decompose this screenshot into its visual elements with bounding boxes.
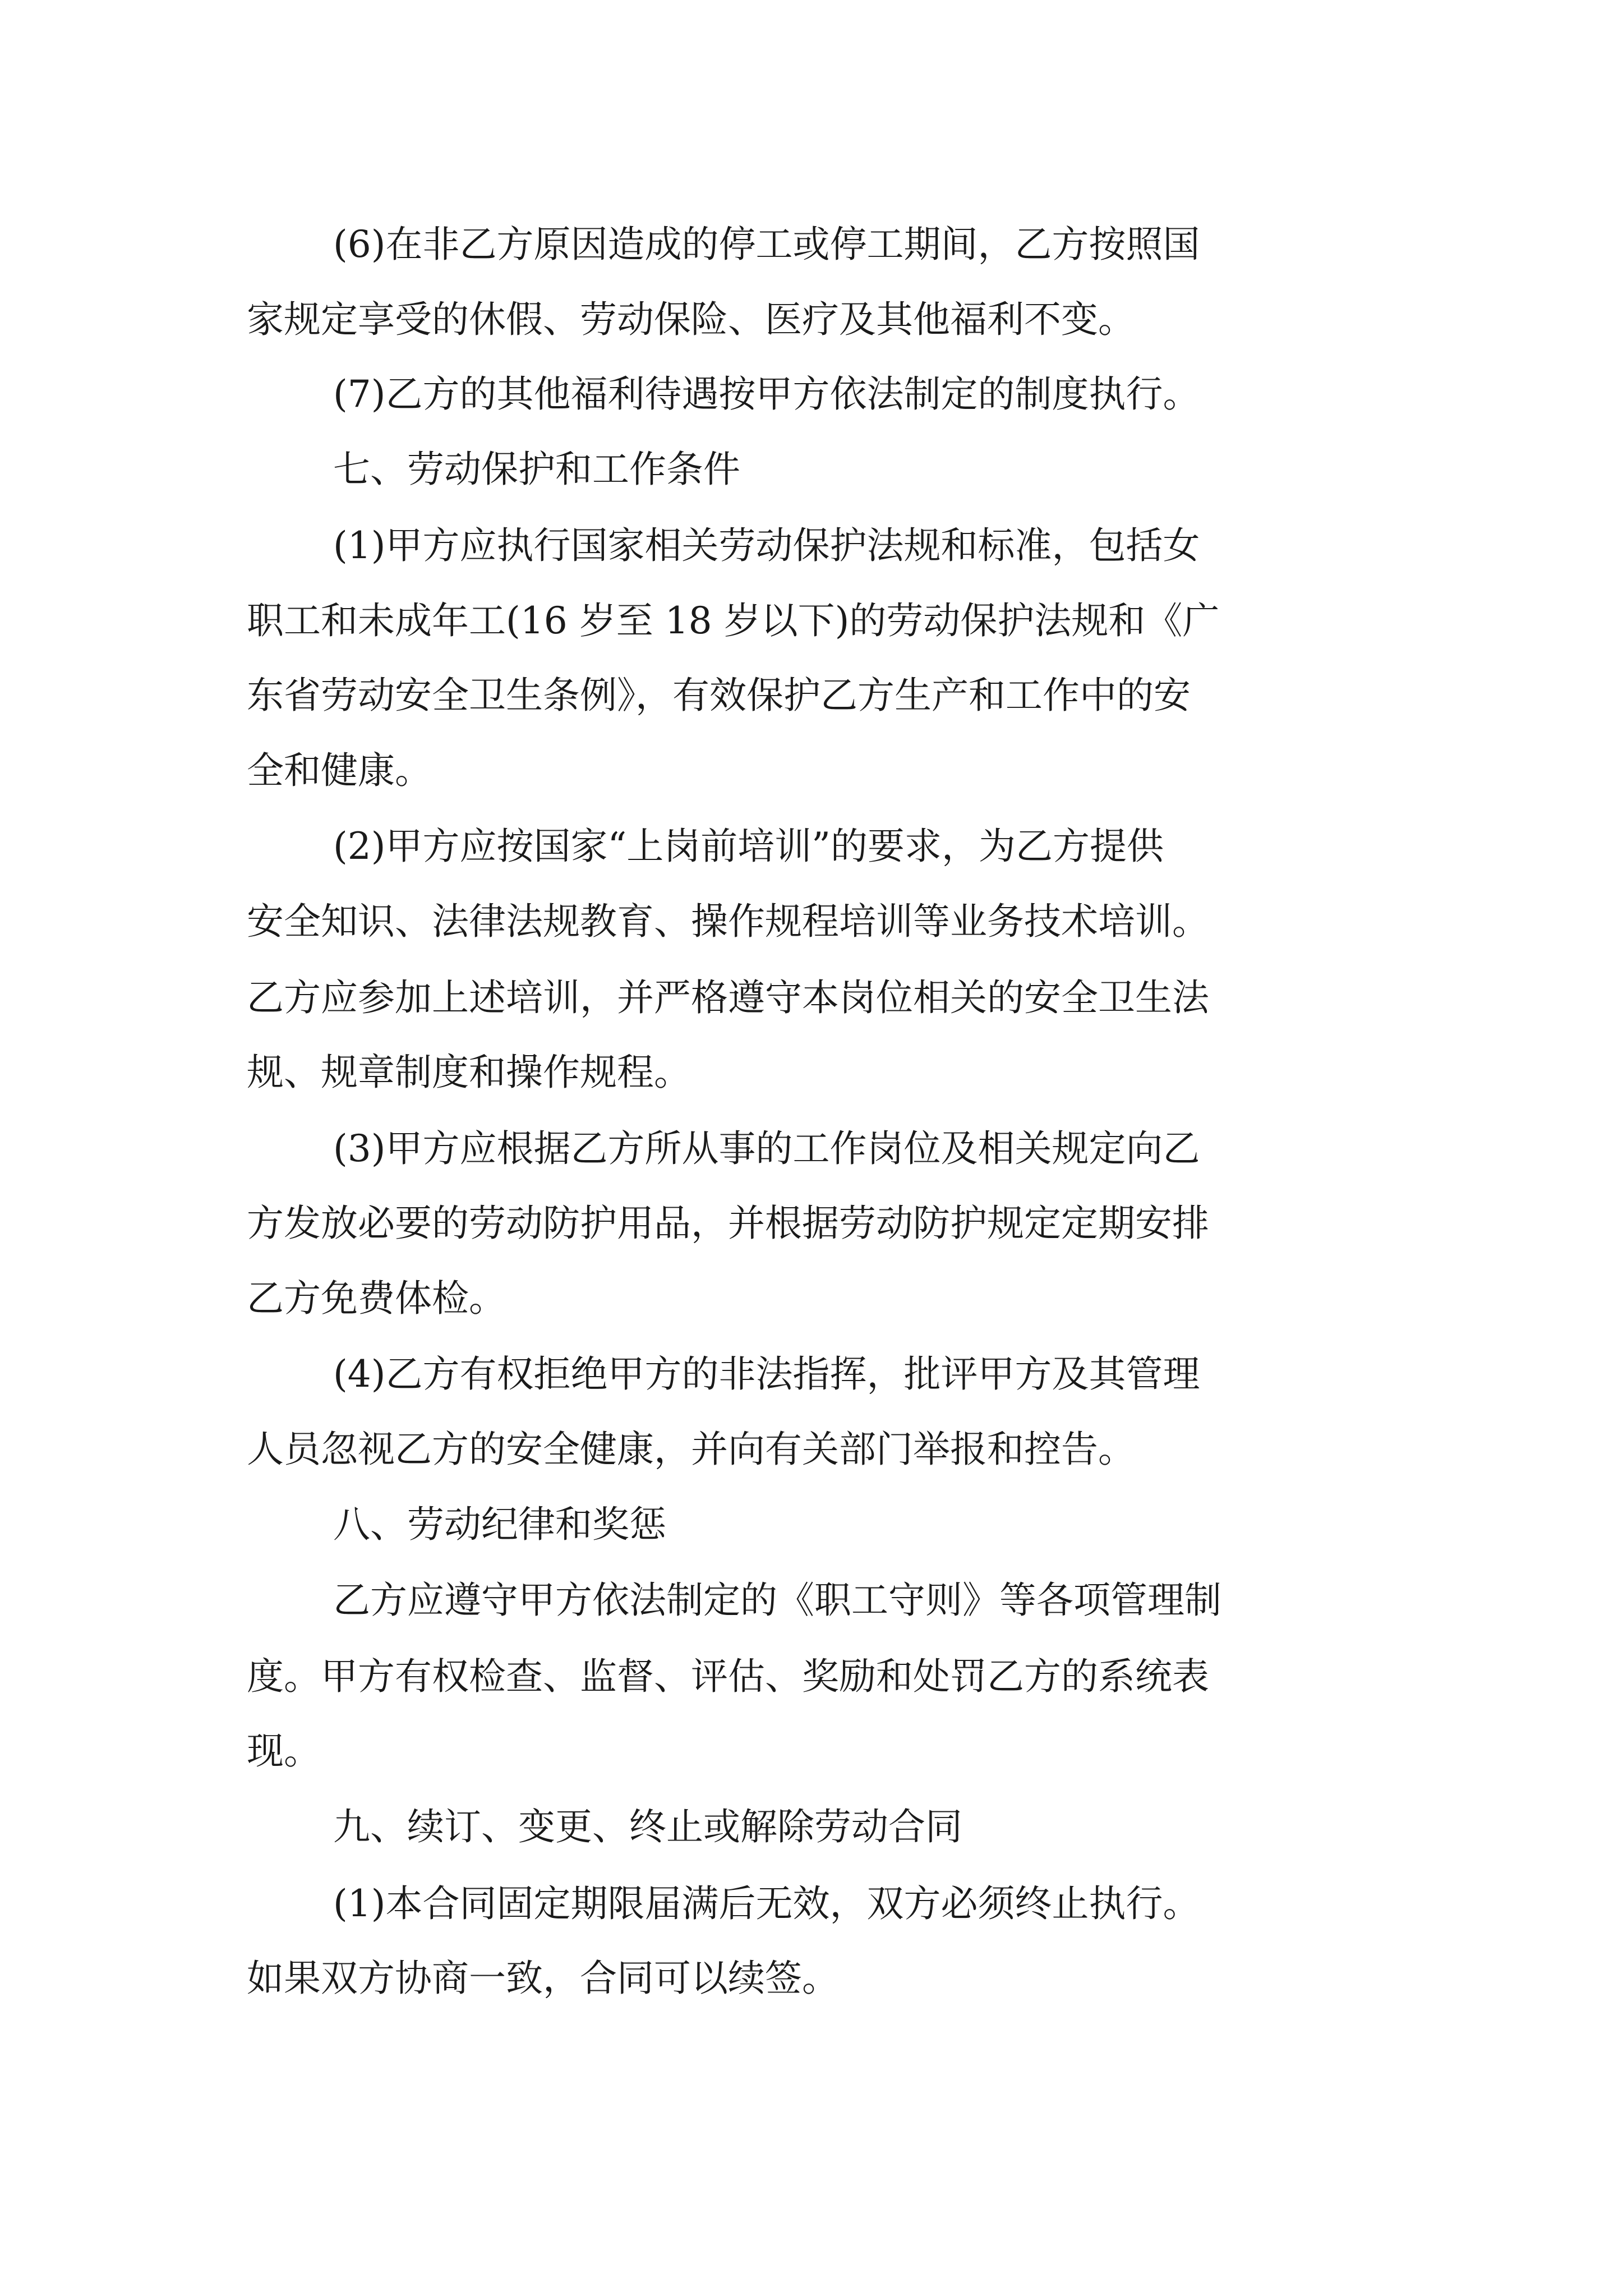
- s8-paragraph-line-3: 现。: [247, 1729, 321, 1773]
- s9-clause-1-line-2: 如果双方协商一致，合同可以续签。: [247, 1957, 839, 2000]
- s7-clause-4-line-1: (4)乙方有权拒绝甲方的非法指挥，批评甲方及其管理: [333, 1352, 1200, 1396]
- s7-clause-2-line-4: 规、规章制度和操作规程。: [247, 1051, 691, 1094]
- section-7-heading: 七、劳动保护和工作条件: [333, 448, 740, 491]
- clause-6-line-1: (6)在非乙方原因造成的停工或停工期间，乙方按照国: [333, 223, 1200, 266]
- s7-clause-4-line-2: 人员忽视乙方的安全健康，并向有关部门举报和控告。: [247, 1428, 1135, 1471]
- s9-clause-1-line-1: (1)本合同固定期限届满后无效，双方必须终止执行。: [333, 1882, 1200, 1925]
- s7-clause-1-line-2: 职工和未成年工(16 岁至 18 岁以下)的劳动保护法规和《广: [247, 599, 1220, 642]
- s7-clause-3-line-1: (3)甲方应根据乙方所从事的工作岗位及相关规定向乙: [333, 1127, 1200, 1170]
- section-9-heading: 九、续订、变更、终止或解除劳动合同: [333, 1805, 962, 1848]
- s7-clause-1-line-3: 东省劳动安全卫生条例》，有效保护乙方生产和工作中的安: [247, 674, 1191, 717]
- clause-7-line-1: (7)乙方的其他福利待遇按甲方依法制定的制度执行。: [333, 372, 1200, 416]
- s8-paragraph-line-1: 乙方应遵守甲方依法制定的《职工守则》等各项管理制: [333, 1579, 1221, 1622]
- s7-clause-2-line-2: 安全知识、法律法规教育、操作规程培训等业务技术培训。: [247, 900, 1209, 943]
- s7-clause-1-line-4: 全和健康。: [247, 749, 432, 792]
- s7-clause-2-line-3: 乙方应参加上述培训，并严格遵守本岗位相关的安全卫生法: [247, 976, 1209, 1019]
- s7-clause-3-line-3: 乙方免费体检。: [247, 1277, 506, 1320]
- s7-clause-3-line-2: 方发放必要的劳动防护用品，并根据劳动防护规定定期安排: [247, 1202, 1209, 1245]
- section-8-heading: 八、劳动纪律和奖惩: [333, 1503, 666, 1546]
- clause-6-line-2: 家规定享受的休假、劳动保险、医疗及其他福利不变。: [247, 298, 1135, 341]
- s7-clause-1-line-1: (1)甲方应执行国家相关劳动保护法规和标准，包括女: [333, 524, 1200, 567]
- s8-paragraph-line-2: 度。甲方有权检查、监督、评估、奖励和处罚乙方的系统表: [247, 1655, 1209, 1698]
- s7-clause-2-line-1: (2)甲方应按国家“上岗前培训”的要求，为乙方提供: [333, 825, 1164, 868]
